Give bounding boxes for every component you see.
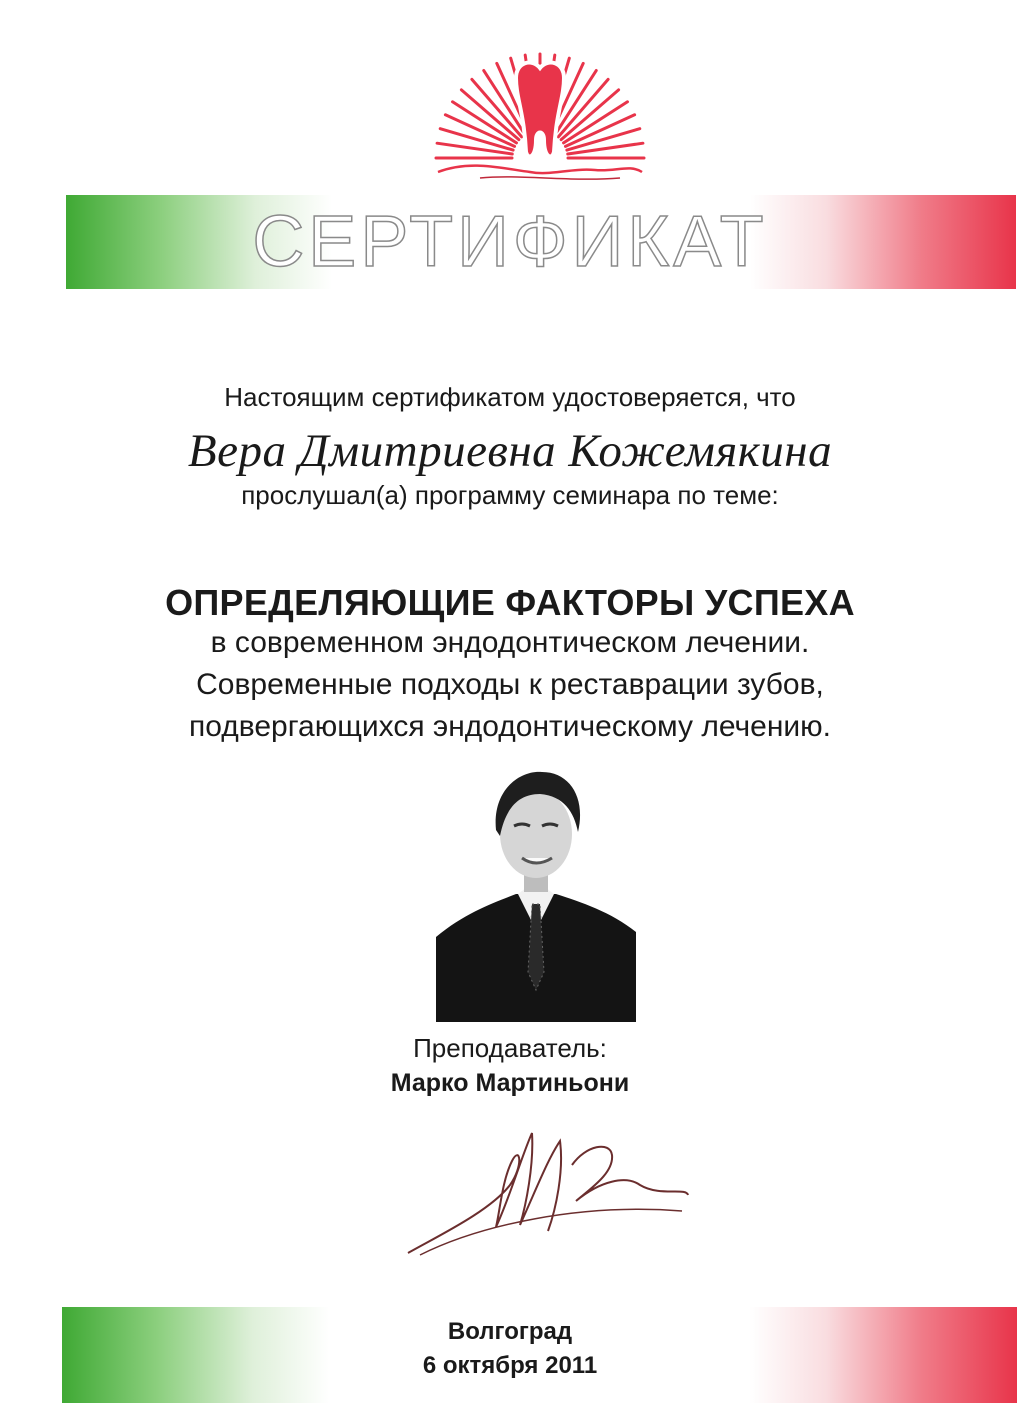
seminar-title: ОПРЕДЕЛЯЮЩИЕ ФАКТОРЫ УСПЕХА xyxy=(165,582,855,623)
seminar-topic-line: подвергающихся эндодонтическому лечению. xyxy=(189,710,831,743)
seminar-topic-line: в современном эндодонтическом лечении. xyxy=(210,626,810,659)
city: Волгоград xyxy=(447,1318,573,1345)
intro-text: Настоящим сертификатом удостоверяется, что xyxy=(224,382,796,412)
certificate-title-text: СЕРТИФИКАТ xyxy=(252,202,768,280)
instructor-photo xyxy=(436,762,636,1022)
recipient-name: Вера Дмитриевна Кожемякина xyxy=(187,425,833,477)
seminar-topic-line: Современные подходы к реставрации зубов, xyxy=(196,668,824,701)
logo-ray xyxy=(568,143,643,154)
completion-text: прослушал(а) программу семинара по теме: xyxy=(241,480,779,510)
tooth-sunburst-logo-icon xyxy=(420,40,660,190)
signature xyxy=(400,1115,690,1265)
date: 6 октября 2011 xyxy=(422,1352,598,1379)
instructor-name: Марко Мартиньони xyxy=(390,1069,630,1097)
certificate-title xyxy=(0,200,1020,280)
instructor-label: Преподаватель: xyxy=(413,1033,607,1063)
logo-ray xyxy=(437,143,512,154)
